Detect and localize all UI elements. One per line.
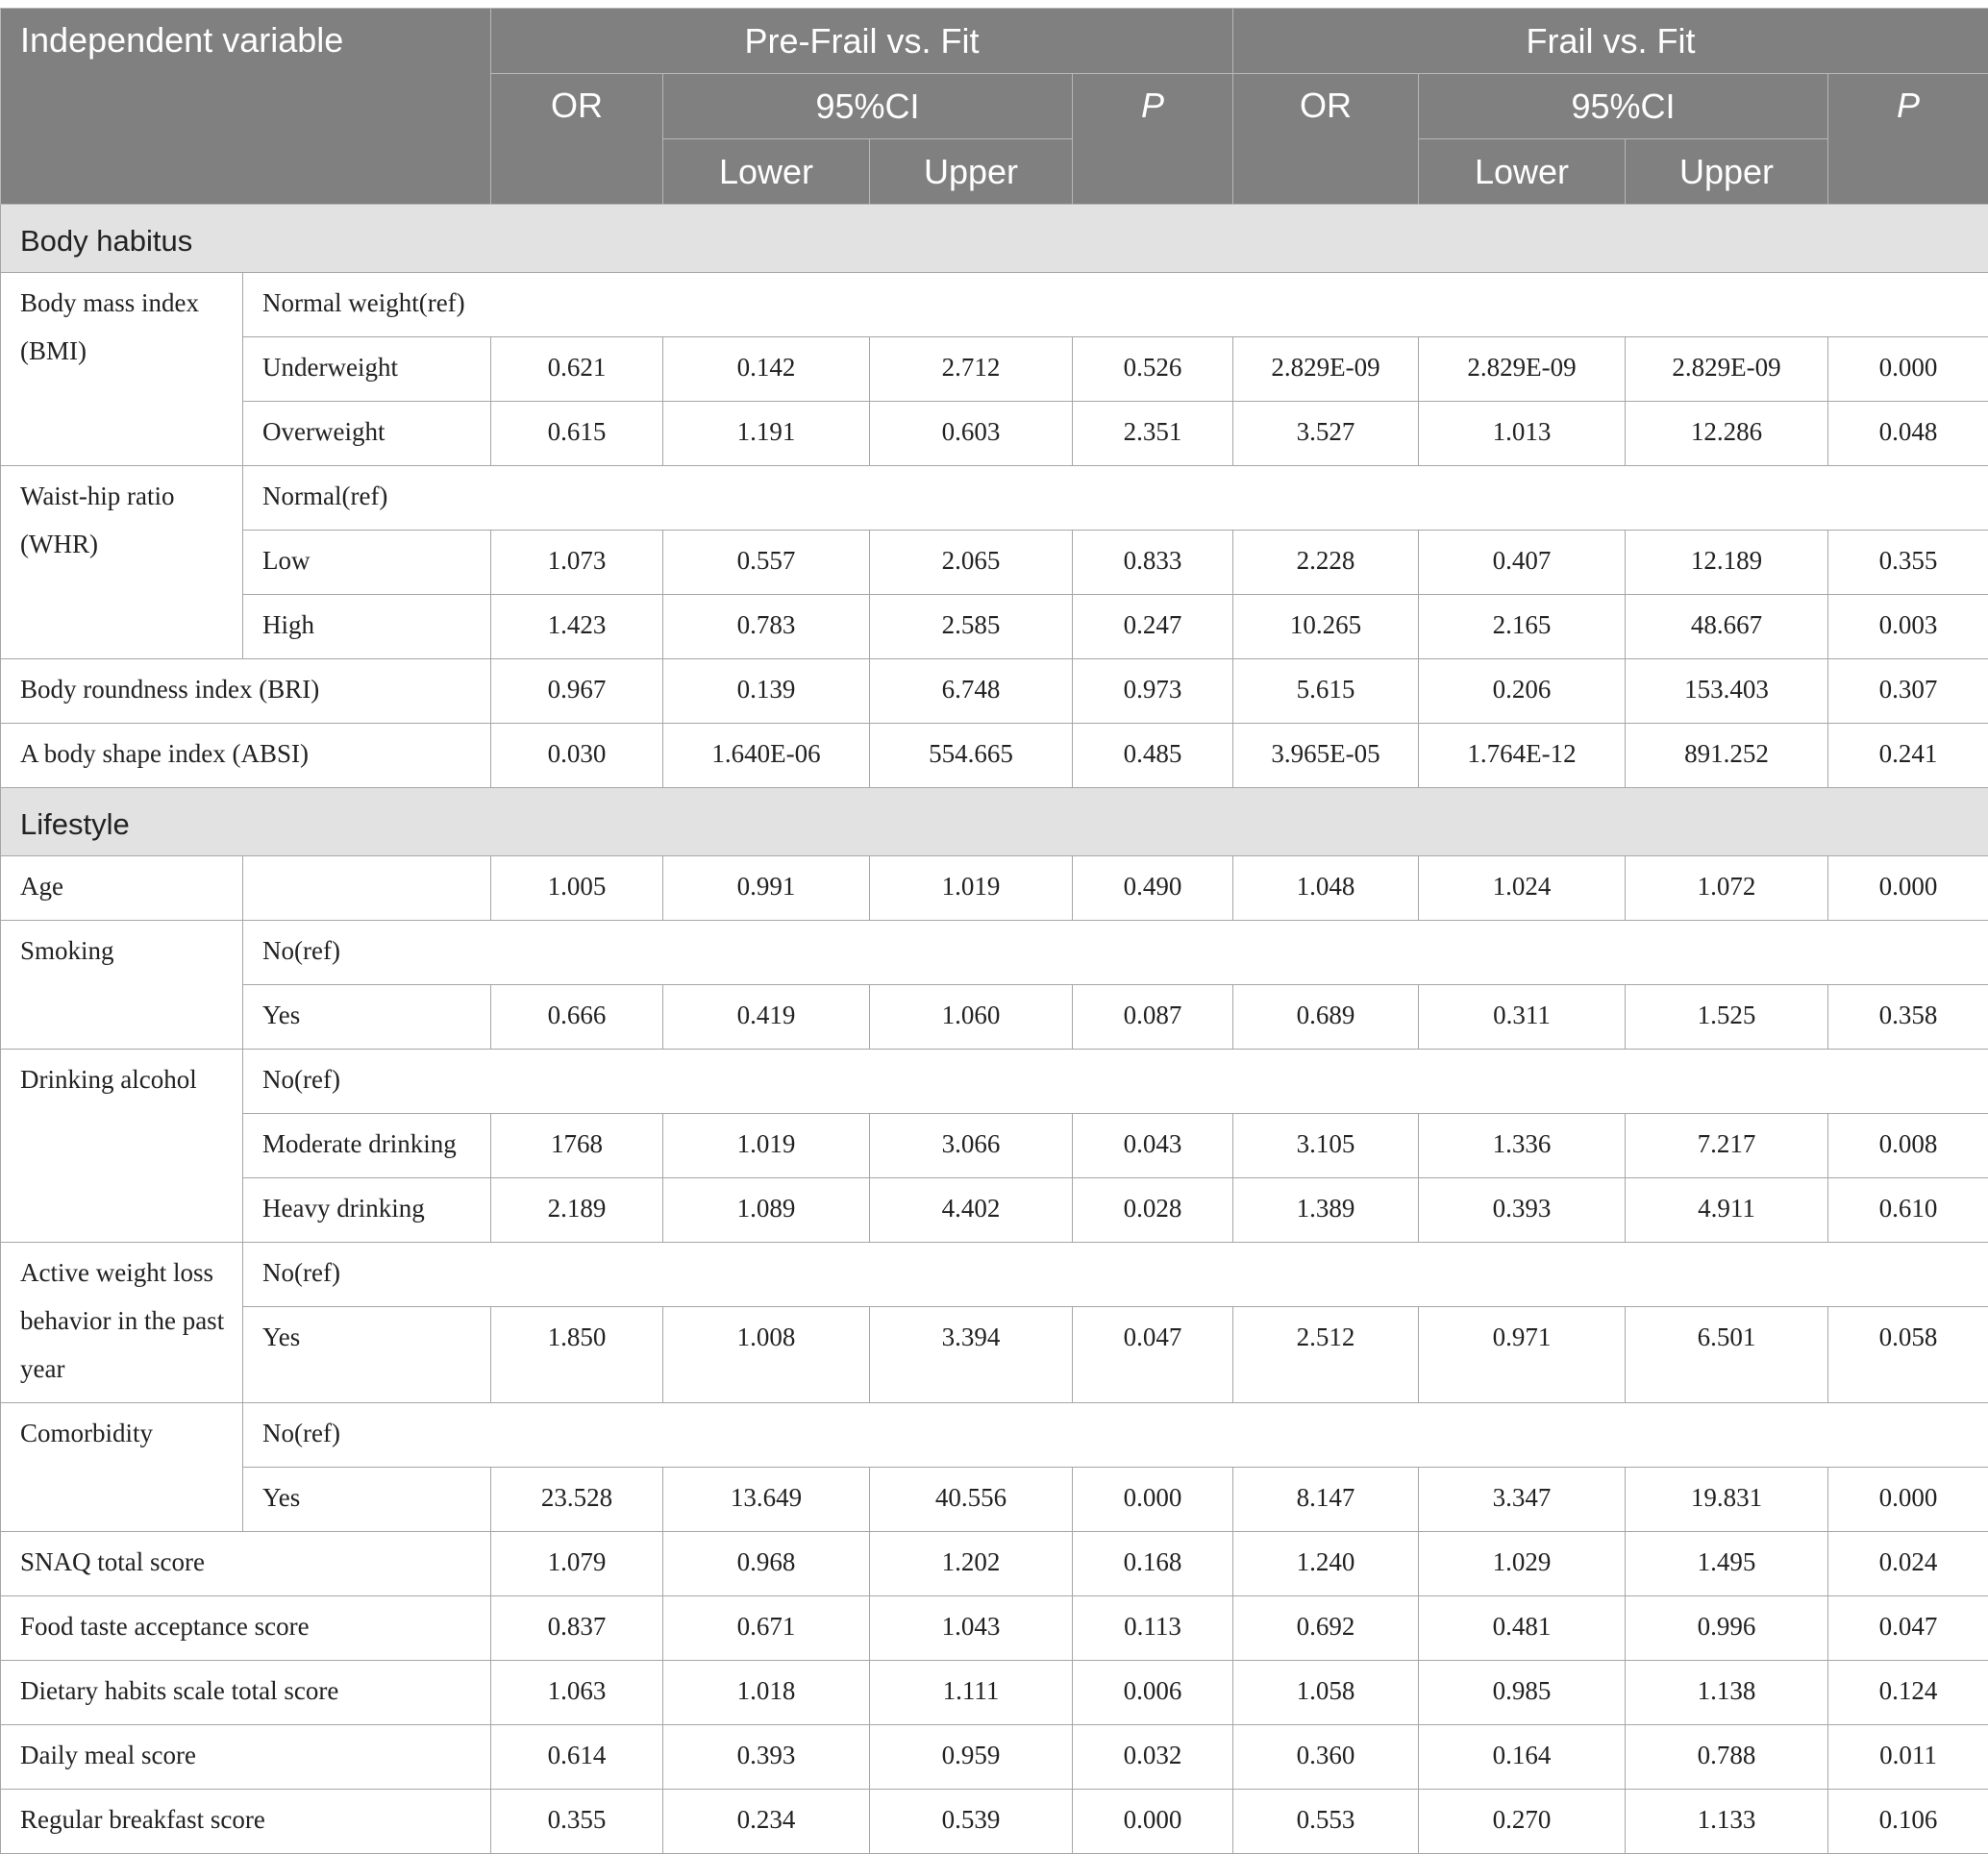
header-prefrail-vs-fit: Pre-Frail vs. Fit [491, 9, 1233, 74]
cell-or: 3.527 [1233, 402, 1419, 466]
category-label: High [243, 595, 491, 659]
cell-p: 0.307 [1828, 659, 1988, 724]
cell-or: 0.614 [491, 1725, 663, 1790]
header-lower: Lower [663, 139, 870, 205]
cell-p: 0.028 [1073, 1178, 1233, 1243]
cell-upper: 2.065 [870, 531, 1073, 595]
table-row [1, 337, 1988, 402]
variable-label: SNAQ total score [1, 1532, 491, 1596]
cell-lower: 0.393 [1419, 1178, 1626, 1243]
header-frail-vs-fit: Frail vs. Fit [1233, 9, 1988, 74]
cell-or: 10.265 [1233, 595, 1419, 659]
cell-lower: 0.985 [1419, 1661, 1626, 1725]
cell-or: 2.829E-09 [1233, 337, 1419, 402]
cell-upper: 1.111 [870, 1661, 1073, 1725]
table-row [1, 1243, 1988, 1307]
variable-label: Body roundness index (BRI) [1, 659, 491, 724]
cell-p: 0.526 [1073, 337, 1233, 402]
cell-p: 0.006 [1073, 1661, 1233, 1725]
variable-label: Drinking alcohol [1, 1050, 243, 1243]
cell-upper: 40.556 [870, 1468, 1073, 1532]
cell-upper: 0.603 [870, 402, 1073, 466]
cell-p: 0.024 [1828, 1532, 1988, 1596]
cell-upper: 1.072 [1626, 856, 1828, 921]
category-label [243, 856, 491, 921]
cell-lower: 1.089 [663, 1178, 870, 1243]
cell-upper: 1.019 [870, 856, 1073, 921]
reference-label: Normal(ref) [243, 466, 1988, 531]
reference-label: No(ref) [243, 1243, 1988, 1307]
cell-p: 0.168 [1073, 1532, 1233, 1596]
cell-p: 0.241 [1828, 724, 1988, 788]
category-label: Underweight [243, 337, 491, 402]
cell-p: 2.351 [1073, 402, 1233, 466]
cell-lower: 0.407 [1419, 531, 1626, 595]
cell-p: 0.000 [1073, 1468, 1233, 1532]
cell-p: 0.973 [1073, 659, 1233, 724]
cell-upper: 1.525 [1626, 985, 1828, 1050]
cell-upper: 3.394 [870, 1307, 1073, 1403]
cell-p: 0.490 [1073, 856, 1233, 921]
variable-label: Comorbidity [1, 1403, 243, 1532]
cell-lower: 1.764E-12 [1419, 724, 1626, 788]
cell-or: 1.048 [1233, 856, 1419, 921]
category-label: Moderate drinking [243, 1114, 491, 1178]
cell-lower: 3.347 [1419, 1468, 1626, 1532]
header-p: P [1828, 74, 1988, 205]
cell-lower: 0.393 [663, 1725, 870, 1790]
section-row [1, 788, 1988, 856]
cell-upper: 153.403 [1626, 659, 1828, 724]
cell-upper: 7.217 [1626, 1114, 1828, 1178]
cell-upper: 1.495 [1626, 1532, 1828, 1596]
table-row [1, 273, 1988, 337]
cell-lower: 0.991 [663, 856, 870, 921]
cell-lower: 0.557 [663, 531, 870, 595]
variable-label: Body mass index (BMI) [1, 273, 243, 466]
table-body [1, 205, 1988, 1854]
cell-or: 1.005 [491, 856, 663, 921]
cell-or: 1.063 [491, 1661, 663, 1725]
variable-label: Dietary habits scale total score [1, 1661, 491, 1725]
cell-lower: 0.139 [663, 659, 870, 724]
category-label: Yes [243, 1307, 491, 1403]
cell-or: 2.189 [491, 1178, 663, 1243]
cell-p: 0.058 [1828, 1307, 1988, 1403]
variable-label: Active weight loss behavior in the past year [1, 1243, 243, 1403]
cell-or: 3.105 [1233, 1114, 1419, 1178]
category-label: Yes [243, 1468, 491, 1532]
cell-lower: 0.671 [663, 1596, 870, 1661]
cell-p: 0.000 [1828, 856, 1988, 921]
cell-upper: 0.996 [1626, 1596, 1828, 1661]
cell-p: 0.355 [1828, 531, 1988, 595]
cell-p: 0.011 [1828, 1725, 1988, 1790]
table-row [1, 1468, 1988, 1532]
cell-upper: 891.252 [1626, 724, 1828, 788]
table-row [1, 1050, 1988, 1114]
cell-lower: 2.165 [1419, 595, 1626, 659]
cell-or: 0.967 [491, 659, 663, 724]
table-row [1, 1790, 1988, 1854]
header-independent-variable: Independent variable [1, 9, 491, 205]
cell-upper: 4.911 [1626, 1178, 1828, 1243]
cell-lower: 2.829E-09 [1419, 337, 1626, 402]
cell-p: 0.106 [1828, 1790, 1988, 1854]
cell-or: 5.615 [1233, 659, 1419, 724]
variable-label: Regular breakfast score [1, 1790, 491, 1854]
cell-p: 0.087 [1073, 985, 1233, 1050]
variable-label: Daily meal score [1, 1725, 491, 1790]
table-row [1, 1532, 1988, 1596]
cell-upper: 1.060 [870, 985, 1073, 1050]
cell-lower: 0.311 [1419, 985, 1626, 1050]
cell-or: 0.615 [491, 402, 663, 466]
cell-upper: 2.712 [870, 337, 1073, 402]
header-95ci: 95%CI [1419, 74, 1828, 139]
cell-upper: 6.748 [870, 659, 1073, 724]
cell-p: 0.003 [1828, 595, 1988, 659]
cell-lower: 1.008 [663, 1307, 870, 1403]
table-row [1, 531, 1988, 595]
section-lifestyle: Lifestyle [1, 788, 1988, 856]
table-row [1, 921, 1988, 985]
cell-upper: 0.959 [870, 1725, 1073, 1790]
cell-lower: 0.419 [663, 985, 870, 1050]
cell-or: 2.228 [1233, 531, 1419, 595]
reference-label: Normal weight(ref) [243, 273, 1988, 337]
cell-lower: 1.191 [663, 402, 870, 466]
variable-label: A body shape index (ABSI) [1, 724, 491, 788]
variable-label: Food taste acceptance score [1, 1596, 491, 1661]
cell-p: 0.048 [1828, 402, 1988, 466]
cell-upper: 554.665 [870, 724, 1073, 788]
category-label: Yes [243, 985, 491, 1050]
cell-upper: 0.539 [870, 1790, 1073, 1854]
cell-or: 1.850 [491, 1307, 663, 1403]
cell-p: 0.113 [1073, 1596, 1233, 1661]
cell-or: 0.360 [1233, 1725, 1419, 1790]
header-upper: Upper [1626, 139, 1828, 205]
cell-or: 1.073 [491, 531, 663, 595]
table-header [1, 9, 1988, 205]
header-or: OR [1233, 74, 1419, 205]
cell-p: 0.047 [1073, 1307, 1233, 1403]
cell-or: 0.689 [1233, 985, 1419, 1050]
cell-lower: 1.019 [663, 1114, 870, 1178]
cell-or: 0.692 [1233, 1596, 1419, 1661]
cell-or: 0.621 [491, 337, 663, 402]
cell-or: 23.528 [491, 1468, 663, 1532]
cell-lower: 0.164 [1419, 1725, 1626, 1790]
cell-upper: 1.138 [1626, 1661, 1828, 1725]
cell-or: 1.058 [1233, 1661, 1419, 1725]
table-row [1, 402, 1988, 466]
cell-p: 0.032 [1073, 1725, 1233, 1790]
cell-or: 1.423 [491, 595, 663, 659]
cell-lower: 13.649 [663, 1468, 870, 1532]
header-lower: Lower [1419, 139, 1626, 205]
cell-lower: 0.234 [663, 1790, 870, 1854]
table-row [1, 1307, 1988, 1403]
cell-upper: 2.585 [870, 595, 1073, 659]
table-row [1, 856, 1988, 921]
cell-upper: 12.286 [1626, 402, 1828, 466]
cell-or: 0.030 [491, 724, 663, 788]
cell-or: 1768 [491, 1114, 663, 1178]
cell-lower: 0.783 [663, 595, 870, 659]
cell-lower: 1.640E-06 [663, 724, 870, 788]
cell-p: 0.247 [1073, 595, 1233, 659]
cell-p: 0.008 [1828, 1114, 1988, 1178]
cell-p: 0.610 [1828, 1178, 1988, 1243]
cell-lower: 1.336 [1419, 1114, 1626, 1178]
header-p: P [1073, 74, 1233, 205]
cell-lower: 0.481 [1419, 1596, 1626, 1661]
cell-lower: 1.013 [1419, 402, 1626, 466]
cell-upper: 2.829E-09 [1626, 337, 1828, 402]
cell-or: 1.079 [491, 1532, 663, 1596]
cell-upper: 3.066 [870, 1114, 1073, 1178]
cell-lower: 1.024 [1419, 856, 1626, 921]
cell-lower: 0.971 [1419, 1307, 1626, 1403]
cell-or: 2.512 [1233, 1307, 1419, 1403]
header-upper: Upper [870, 139, 1073, 205]
cell-lower: 0.270 [1419, 1790, 1626, 1854]
table-row [1, 724, 1988, 788]
cell-upper: 6.501 [1626, 1307, 1828, 1403]
cell-lower: 0.142 [663, 337, 870, 402]
cell-or: 0.837 [491, 1596, 663, 1661]
reference-label: No(ref) [243, 921, 1988, 985]
cell-or: 0.553 [1233, 1790, 1419, 1854]
section-row [1, 205, 1988, 273]
category-label: Low [243, 531, 491, 595]
cell-p: 0.000 [1828, 1468, 1988, 1532]
header-95ci: 95%CI [663, 74, 1073, 139]
cell-p: 0.000 [1073, 1790, 1233, 1854]
cell-upper: 1.133 [1626, 1790, 1828, 1854]
cell-upper: 48.667 [1626, 595, 1828, 659]
reference-label: No(ref) [243, 1050, 1988, 1114]
cell-upper: 1.043 [870, 1596, 1073, 1661]
cell-lower: 0.206 [1419, 659, 1626, 724]
variable-label: Waist-hip ratio (WHR) [1, 466, 243, 659]
table-row [1, 1178, 1988, 1243]
table-row [1, 466, 1988, 531]
header-or: OR [491, 74, 663, 205]
cell-p: 0.000 [1828, 337, 1988, 402]
cell-or: 0.666 [491, 985, 663, 1050]
table-row [1, 1661, 1988, 1725]
cell-or: 1.389 [1233, 1178, 1419, 1243]
cell-lower: 1.029 [1419, 1532, 1626, 1596]
variable-label: Age [1, 856, 243, 921]
cell-upper: 19.831 [1626, 1468, 1828, 1532]
regression-table [0, 8, 1988, 1854]
cell-p: 0.485 [1073, 724, 1233, 788]
table-row [1, 595, 1988, 659]
table-row [1, 1725, 1988, 1790]
table-row [1, 1596, 1988, 1661]
section-body-habitus: Body habitus [1, 205, 1988, 273]
category-label: Overweight [243, 402, 491, 466]
cell-p: 0.124 [1828, 1661, 1988, 1725]
table-row [1, 985, 1988, 1050]
table-row [1, 1403, 1988, 1468]
category-label: Heavy drinking [243, 1178, 491, 1243]
cell-upper: 12.189 [1626, 531, 1828, 595]
reference-label: No(ref) [243, 1403, 1988, 1468]
cell-p: 0.043 [1073, 1114, 1233, 1178]
cell-upper: 1.202 [870, 1532, 1073, 1596]
cell-p: 0.833 [1073, 531, 1233, 595]
variable-label: Smoking [1, 921, 243, 1050]
cell-lower: 0.968 [663, 1532, 870, 1596]
cell-or: 8.147 [1233, 1468, 1419, 1532]
table-row [1, 1114, 1988, 1178]
cell-or: 3.965E-05 [1233, 724, 1419, 788]
table-row [1, 659, 1988, 724]
cell-lower: 1.018 [663, 1661, 870, 1725]
cell-p: 0.358 [1828, 985, 1988, 1050]
cell-upper: 4.402 [870, 1178, 1073, 1243]
cell-or: 1.240 [1233, 1532, 1419, 1596]
cell-or: 0.355 [491, 1790, 663, 1854]
cell-p: 0.047 [1828, 1596, 1988, 1661]
cell-upper: 0.788 [1626, 1725, 1828, 1790]
